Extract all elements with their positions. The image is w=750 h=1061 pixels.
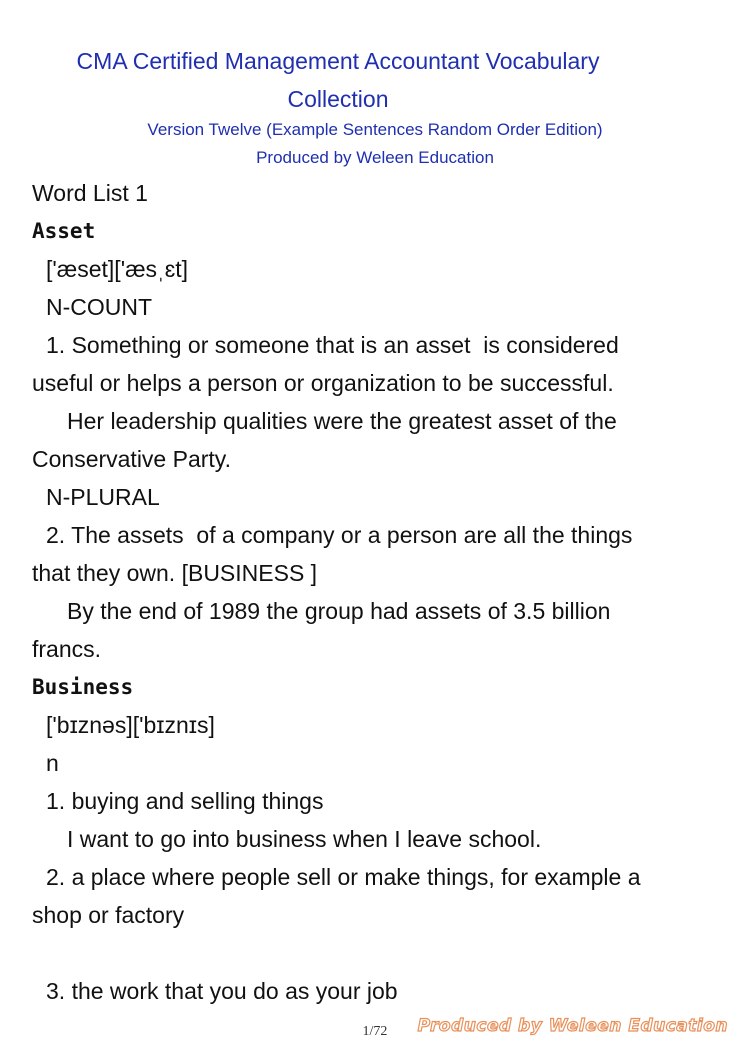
document-title-line-1: CMA Certified Management Accountant Vocabulary [76, 48, 600, 74]
definition-line: useful or helps a person or organization to be successful. [32, 370, 614, 396]
example-sentence: Her leadership qualities were the greatest asset of the [67, 408, 617, 434]
definition-line: that they own. [BUSINESS ] [32, 560, 318, 586]
watermark-logo: Produced by Weleen Education [417, 1016, 728, 1036]
headword-business: Business [32, 675, 134, 699]
headword-asset: Asset [32, 219, 96, 243]
example-sentence: francs. [32, 636, 102, 662]
document-subtitle: Version Twelve (Example Sentences Random Order Edition) [147, 120, 603, 139]
pronunciation: ['æset]['æsˌɛt] [46, 256, 189, 282]
definition-line: 1. Something or someone that is an asset is considered [46, 332, 619, 358]
document-title-line-2: Collection [287, 86, 389, 112]
part-of-speech: N-PLURAL [46, 484, 160, 510]
producer-line: Produced by Weleen Education [256, 148, 494, 167]
definition-line: 2. a place where people sell or make things, for example a [46, 864, 641, 890]
pronunciation: ['bɪznəs]['bɪznɪs] [46, 712, 215, 738]
definition-line: 1. buying and selling things [46, 788, 324, 814]
example-sentence: Conservative Party. [32, 446, 231, 472]
blank-line [32, 934, 722, 972]
page-number: 1/72 [362, 1024, 388, 1039]
part-of-speech: n [46, 750, 59, 776]
vocabulary-content [32, 174, 722, 1010]
example-sentence: I want to go into business when I leave school. [67, 826, 542, 852]
part-of-speech: N-COUNT [46, 294, 153, 320]
definition-line: 3. the work that you do as your job [46, 978, 398, 1004]
definition-line: 2. The assets of a company or a person are all the things [46, 522, 633, 548]
word-list-title: Word List 1 [32, 180, 148, 206]
example-sentence: By the end of 1989 the group had assets of 3.5 billion [67, 598, 611, 624]
definition-line: shop or factory [32, 902, 185, 928]
